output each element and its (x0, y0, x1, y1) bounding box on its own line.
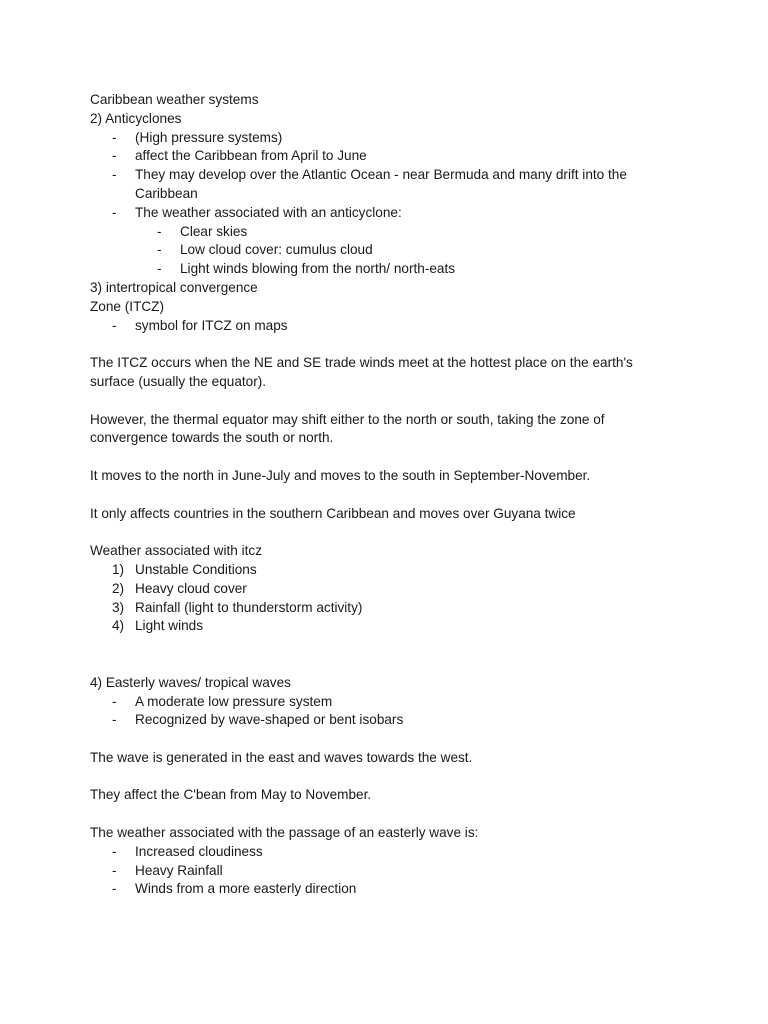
paragraph: The weather associated with the passage of an easterly wave is: (90, 825, 479, 841)
bullet-marker: - (112, 317, 117, 333)
section-heading-easterly: 4) Easterly waves/ tropical waves (90, 674, 291, 690)
blank-line (90, 486, 680, 505)
bullet-marker: - (157, 242, 162, 258)
list-item-text: Increased cloudiness (135, 843, 263, 859)
blank-line (90, 730, 680, 749)
list-item (90, 129, 680, 148)
bullet-marker: - (112, 148, 117, 164)
list-item (90, 147, 680, 166)
section-heading-itcz-cont: Zone (ITCZ) (90, 298, 165, 314)
bullet-marker: - (112, 129, 117, 145)
list-item (90, 711, 680, 730)
sub-list-item (90, 260, 680, 279)
numbered-item (90, 561, 680, 580)
list-item-text: affect the Caribbean from April to June (135, 148, 367, 164)
number-marker: 2) (112, 580, 125, 596)
paragraph: They affect the C'bean from May to November. (90, 787, 372, 803)
sub-list-item (90, 223, 680, 242)
paragraph: However, the thermal equator may shift either to the north or south, taking the zone of convergence towards the south or north. (90, 411, 609, 446)
numbered-item (90, 617, 680, 636)
list-item-text: They may develop over the Atlantic Ocean - near Bermuda and many drift into the Caribbean (135, 167, 627, 201)
list-item (90, 317, 680, 336)
numbered-item (90, 580, 680, 599)
bullet-marker: - (112, 843, 117, 859)
document-page (90, 91, 680, 899)
list-item (90, 166, 680, 204)
list-item (90, 880, 680, 899)
list-item-text: Heavy cloud cover (135, 580, 247, 596)
bullet-marker: - (157, 223, 162, 239)
weather-heading-itcz: Weather associated with itcz (90, 543, 263, 559)
list-item-text: Light winds (135, 618, 204, 634)
list-item-text: Light winds blowing from the north/ north-eats (180, 261, 456, 277)
bullet-marker: - (112, 204, 117, 220)
list-item (90, 204, 680, 223)
list-item-text: The weather associated with an anticyclone: (135, 204, 402, 220)
list-item-text: Rainfall (light to thunderstorm activity) (135, 599, 363, 615)
number-marker: 3) (112, 599, 125, 615)
list-item-text: Heavy Rainfall (135, 862, 223, 878)
list-item-text: Low cloud cover: cumulus cloud (180, 242, 373, 258)
list-item-text: Clear skies (180, 223, 248, 239)
numbered-item (90, 599, 680, 618)
paragraph: The wave is generated in the east and waves towards the west. (90, 749, 473, 765)
paragraph: It moves to the north in June-July and moves to the south in September-November. (90, 467, 591, 483)
bullet-marker: - (112, 693, 117, 709)
blank-line (90, 768, 680, 787)
blank-line (90, 335, 680, 354)
list-item (90, 693, 680, 712)
blank-line (90, 636, 680, 674)
document-title: Caribbean weather systems (90, 92, 259, 107)
bullet-marker: - (112, 167, 117, 183)
section-heading-itcz: 3) intertropical convergence (90, 279, 258, 295)
list-item-text: Winds from a more easterly direction (135, 881, 357, 897)
list-item-text: A moderate low pressure system (135, 693, 333, 709)
paragraph: It only affects countries in the southern Caribbean and moves over Guyana twice (90, 505, 576, 521)
list-item-text: Recognized by wave-shaped or bent isobars (135, 712, 404, 728)
blank-line (90, 805, 680, 824)
bullet-marker: - (157, 261, 162, 277)
bullet-marker: - (112, 881, 117, 897)
section-heading-anticyclones: 2) Anticyclones (90, 110, 182, 126)
bullet-marker: - (112, 712, 117, 728)
list-item-text: Unstable Conditions (135, 561, 257, 577)
list-item (90, 862, 680, 881)
blank-line (90, 448, 680, 467)
list-item-text: symbol for ITCZ on maps (135, 317, 288, 333)
list-item (90, 843, 680, 862)
number-marker: 4) (112, 618, 125, 634)
sub-list-item (90, 241, 680, 260)
bullet-marker: - (112, 862, 117, 878)
paragraph: The ITCZ occurs when the NE and SE trade winds meet at the hottest place on the earth's surface (usually the equator). (90, 355, 637, 389)
blank-line (90, 392, 680, 411)
blank-line (90, 523, 680, 542)
number-marker: 1) (112, 561, 125, 577)
list-item-text: (High pressure systems) (135, 129, 283, 145)
